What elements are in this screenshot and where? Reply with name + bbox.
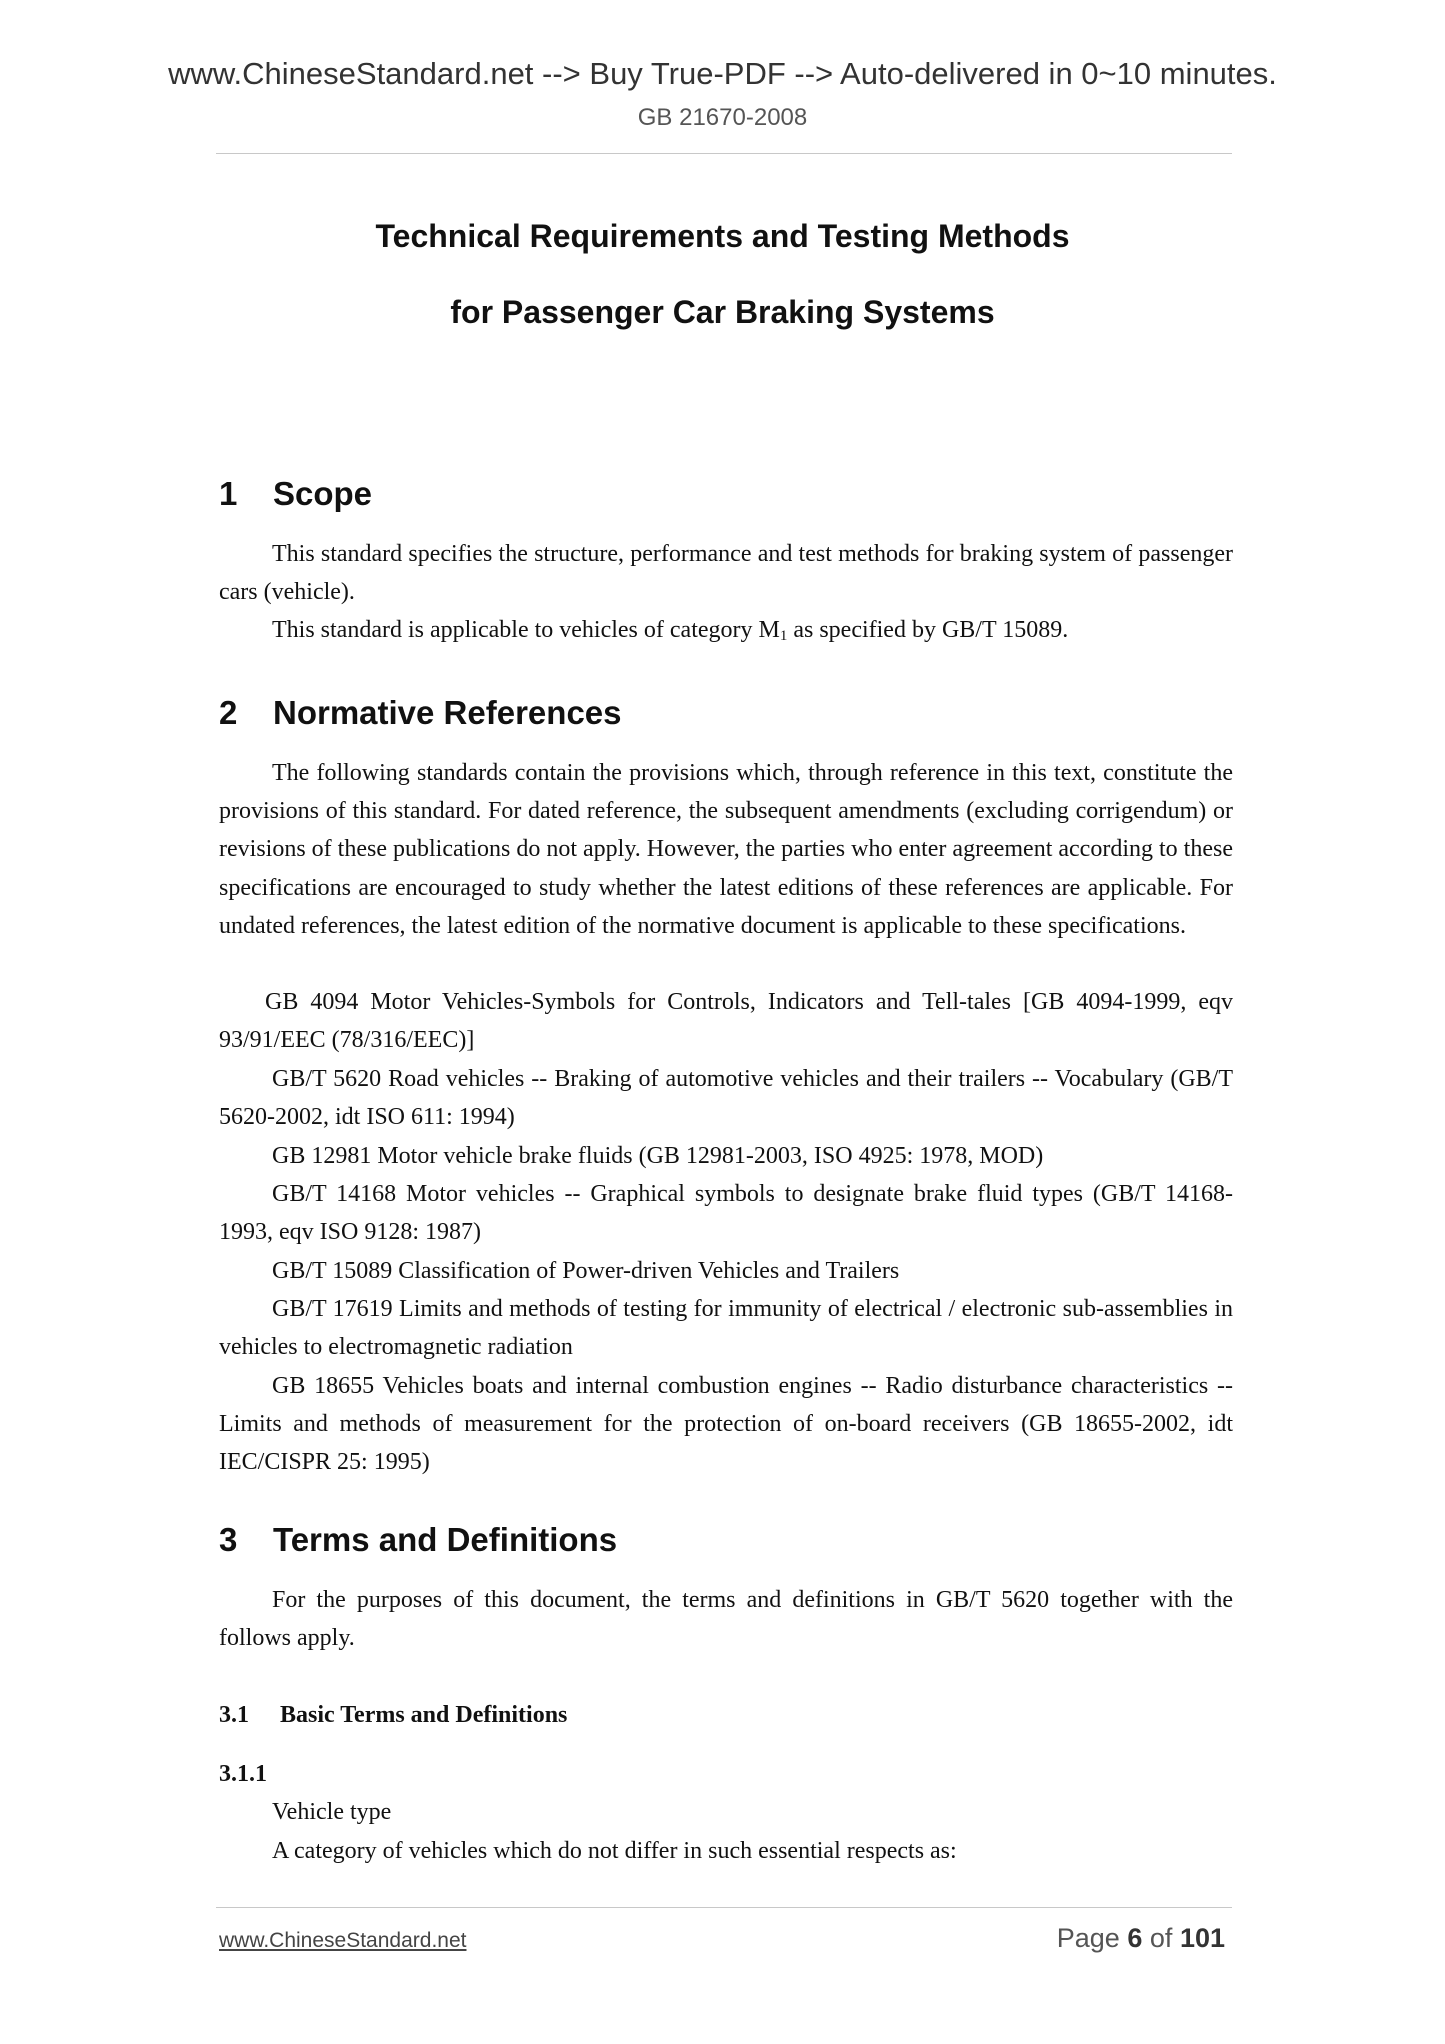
section-number: 1: [219, 475, 238, 512]
document-title-line2: for Passenger Car Braking Systems: [450, 294, 995, 330]
footer-site-link[interactable]: www.ChineseStandard.net: [219, 1929, 467, 1952]
reference-item: GB 18655 Vehicles boats and internal combustion engines -- Radio disturbance characteristics -- Limits and methods of measurement for the protection of on-board receivers (GB 18655-2002, idt IEC/CISPR 25: 1995): [219, 1373, 1233, 1476]
section-heading-terms: [219, 1521, 617, 1559]
term-definition: A category of vehicles which do not differ in such essential respects as:: [272, 1838, 957, 1864]
terms-intro: For the purposes of this document, the terms and definitions in GB/T 5620 together with the follows apply.: [219, 1587, 1233, 1652]
section-title: Scope: [273, 475, 373, 512]
standard-code: GB 21670-2008: [637, 104, 808, 131]
section-heading-references: [219, 694, 622, 732]
reference-item: GB 12981 Motor vehicle brake fluids (GB 12981-2003, ISO 4925: 1978, MOD): [272, 1143, 1044, 1169]
section-title: Terms and Definitions: [273, 1521, 618, 1558]
reference-item: GB/T 5620 Road vehicles -- Braking of automotive vehicles and their trailers -- Vocabulary (GB/T 5620-2002, idt ISO 611: 1994): [219, 1066, 1233, 1131]
header-divider: [216, 153, 1232, 154]
page-number: Page 6 of 101: [1056, 1923, 1225, 1953]
section-title: Normative References: [273, 694, 622, 731]
footer-divider: [216, 1907, 1232, 1908]
section-heading-scope: [219, 475, 372, 513]
clause-number: 3.1.1: [219, 1761, 267, 1787]
reference-item: GB/T 17619 Limits and methods of testing for immunity of electrical / electronic sub-assemblies in vehicles to electromagnetic radiation: [219, 1296, 1233, 1361]
header-banner: www.ChineseStandard.net --> Buy True-PDF --> Auto-delivered in 0~10 minutes.: [168, 56, 1277, 91]
reference-item: GB/T 14168 Motor vehicles -- Graphical symbols to designate brake fluid types (GB/T 14168-1993, eqv ISO 9128: 1987): [219, 1181, 1233, 1246]
term-name: Vehicle type: [272, 1799, 392, 1825]
document-title-line1: Technical Requirements and Testing Methods: [375, 218, 1070, 254]
scope-paragraph-2: This standard is applicable to vehicles of category $M_1$ as specified by GB/T 15089.: [272, 617, 1069, 644]
references-intro: The following standards contain the provisions which, through reference in this text, constitute the provisions of this standard. For dated reference, the subsequent amendments (excluding corrigendum) or revisions of these publications do not apply. However, the parties who enter agreement according to these specifications are encouraged to study whether the latest editions of these references are applicable. For undated references, the latest edition of the normative document is applicable to these specifications.: [219, 760, 1233, 939]
scope-paragraph-1: This standard specifies the structure, performance and test methods for braking system of passenger cars (vehicle).: [219, 541, 1233, 606]
reference-item: GB/T 15089 Classification of Power-driven Vehicles and Trailers: [272, 1258, 900, 1284]
subsection-heading: 3.1 Basic Terms and Definitions: [219, 1702, 568, 1728]
reference-item: GB 4094 Motor Vehicles-Symbols for Controls, Indicators and Tell-tales [GB 4094-1999, eqv 93/91/EEC (78/316/EEC)]: [219, 989, 1233, 1054]
section-number: 2: [219, 694, 238, 731]
section-number: 3: [219, 1521, 238, 1558]
